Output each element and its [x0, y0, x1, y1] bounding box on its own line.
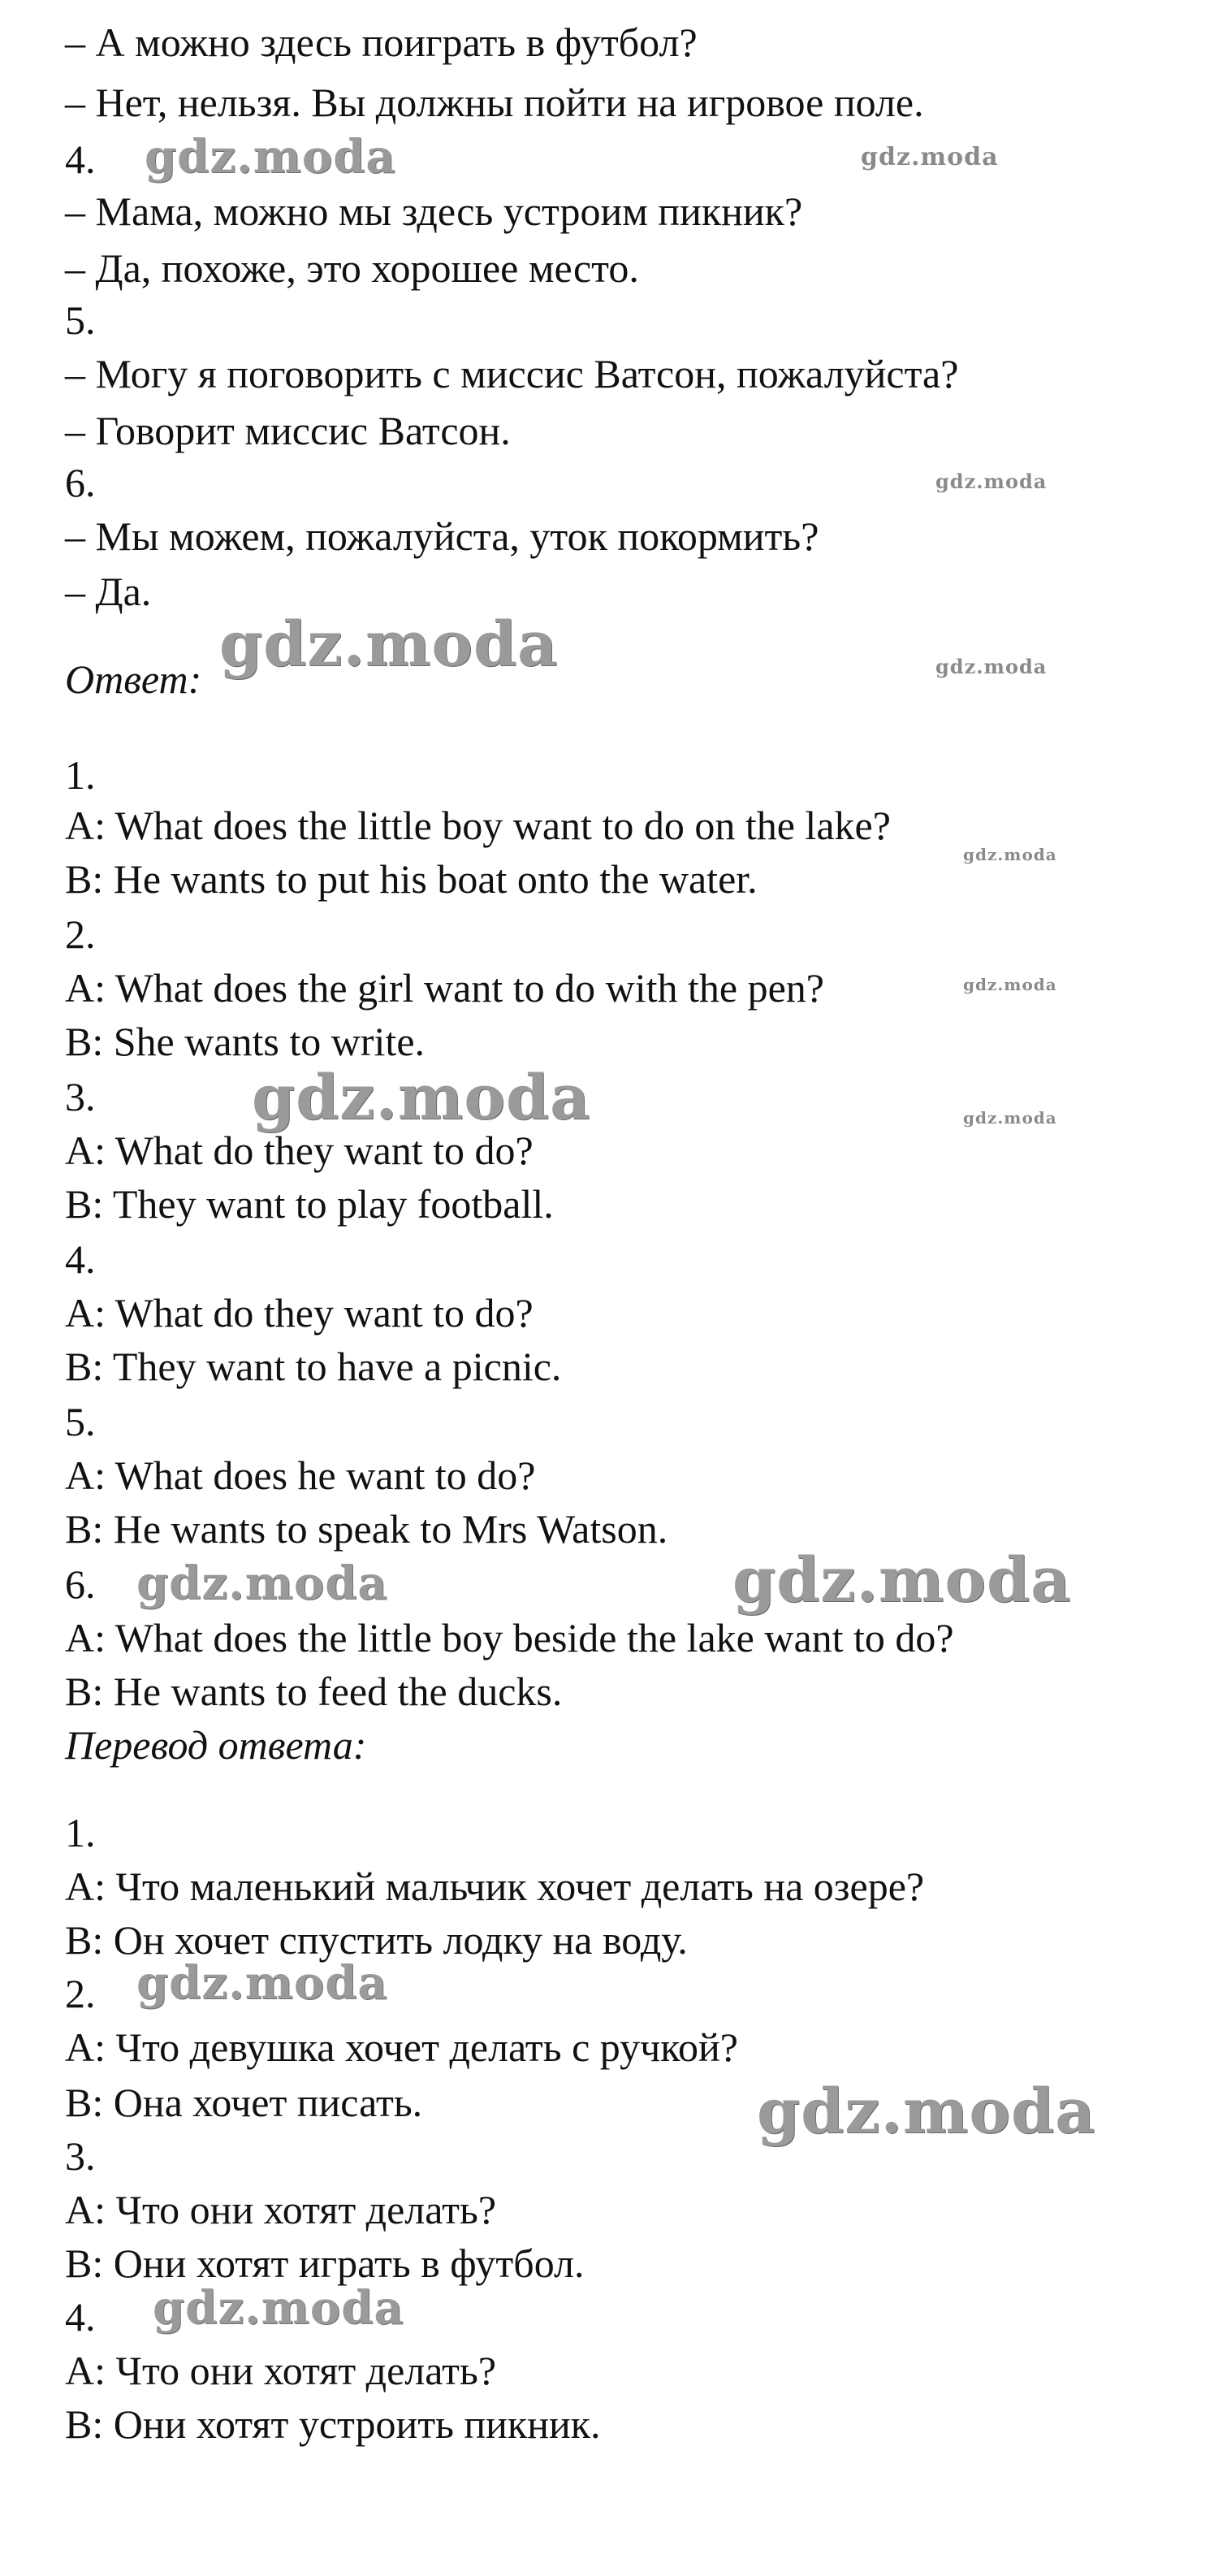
text-line: A: What do they want to do?: [65, 1128, 534, 1173]
text-line: A: What does he want to do?: [65, 1453, 536, 1498]
text-line: 4.: [65, 2294, 96, 2340]
text-line: A: What does the little boy beside the lake want to do?: [65, 1615, 954, 1660]
text-line: – Говорит миссис Ватсон.: [65, 408, 511, 453]
text-line: B: Он хочет спустить лодку на воду.: [65, 1917, 688, 1963]
text-line: B: They want to have a picnic.: [65, 1344, 562, 1389]
text-line: B: They want to play football.: [65, 1181, 554, 1227]
text-line: – Да, похоже, это хорошее место.: [65, 245, 639, 291]
watermark: gdz.moda: [145, 130, 396, 184]
watermark: gdz.moda: [757, 2075, 1096, 2147]
text-line: 4.: [65, 1236, 96, 1282]
text-line: 1.: [65, 1810, 96, 1855]
text-line: – Да.: [65, 569, 152, 614]
text-line: 5.: [65, 1399, 96, 1444]
text-line: 2.: [65, 911, 96, 957]
watermark: gdz.moda: [153, 2281, 404, 2335]
text-line: B: She wants to write.: [65, 1019, 426, 1064]
text-line: B: He wants to speak to Mrs Watson.: [65, 1506, 668, 1552]
text-line: B: He wants to feed the ducks.: [65, 1669, 563, 1714]
watermark: gdz.moda: [252, 1061, 591, 1133]
text-line: – Мы можем, пожалуйста, уток покормить?: [65, 513, 819, 559]
text-line: B: Она хочет писать.: [65, 2080, 423, 2125]
watermark: gdz.moda: [963, 845, 1057, 864]
text-line: A: Что они хотят делать?: [65, 2348, 497, 2393]
text-line: – Нет, нельзя. Вы должны пойти на игровое поле.: [65, 80, 924, 125]
text-line: – Мама, можно мы здесь устроим пикник?: [65, 188, 803, 234]
text-line: – А можно здесь поиграть в футбол?: [65, 19, 698, 65]
translation-heading: Перевод ответа:: [65, 1722, 367, 1768]
text-line: 4.: [65, 136, 96, 182]
watermark: gdz.moda: [136, 1956, 388, 2010]
text-line: – Могу я поговорить с миссис Ватсон, пожалуйста?: [65, 351, 959, 396]
watermark: gdz.moda: [963, 1108, 1057, 1128]
text-line: 3.: [65, 2133, 96, 2179]
text-line: B: Они хотят устроить пикник.: [65, 2401, 601, 2447]
watermark: gdz.moda: [935, 470, 1048, 493]
answer-heading: Ответ:: [65, 656, 202, 702]
text-line: B: He wants to put his boat onto the water.: [65, 856, 758, 902]
text-line: A: Что маленький мальчик хочет делать на озере?: [65, 1864, 925, 1909]
watermark: gdz.moda: [219, 608, 559, 680]
text-line: A: Что они хотят делать?: [65, 2187, 497, 2232]
watermark: gdz.moda: [963, 975, 1057, 994]
watermark: gdz.moda: [732, 1543, 1072, 1616]
text-line: 6.: [65, 460, 96, 505]
text-line: A: What does the little boy want to do on the lake?: [65, 803, 891, 848]
text-line: 1.: [65, 752, 96, 798]
watermark: gdz.moda: [861, 143, 999, 171]
watermark: gdz.moda: [935, 655, 1048, 678]
text-line: A: Что девушка хочет делать с ручкой?: [65, 2024, 738, 2070]
text-line: 6.: [65, 1561, 96, 1607]
text-line: 2.: [65, 1971, 96, 2016]
text-line: 3.: [65, 1074, 96, 1119]
text-line: A: What do they want to do?: [65, 1290, 534, 1336]
text-line: A: What does the girl want to do with the pen?: [65, 965, 824, 1011]
text-line: B: Они хотят играть в футбол.: [65, 2240, 585, 2286]
text-line: 5.: [65, 297, 96, 343]
watermark: gdz.moda: [136, 1556, 388, 1610]
